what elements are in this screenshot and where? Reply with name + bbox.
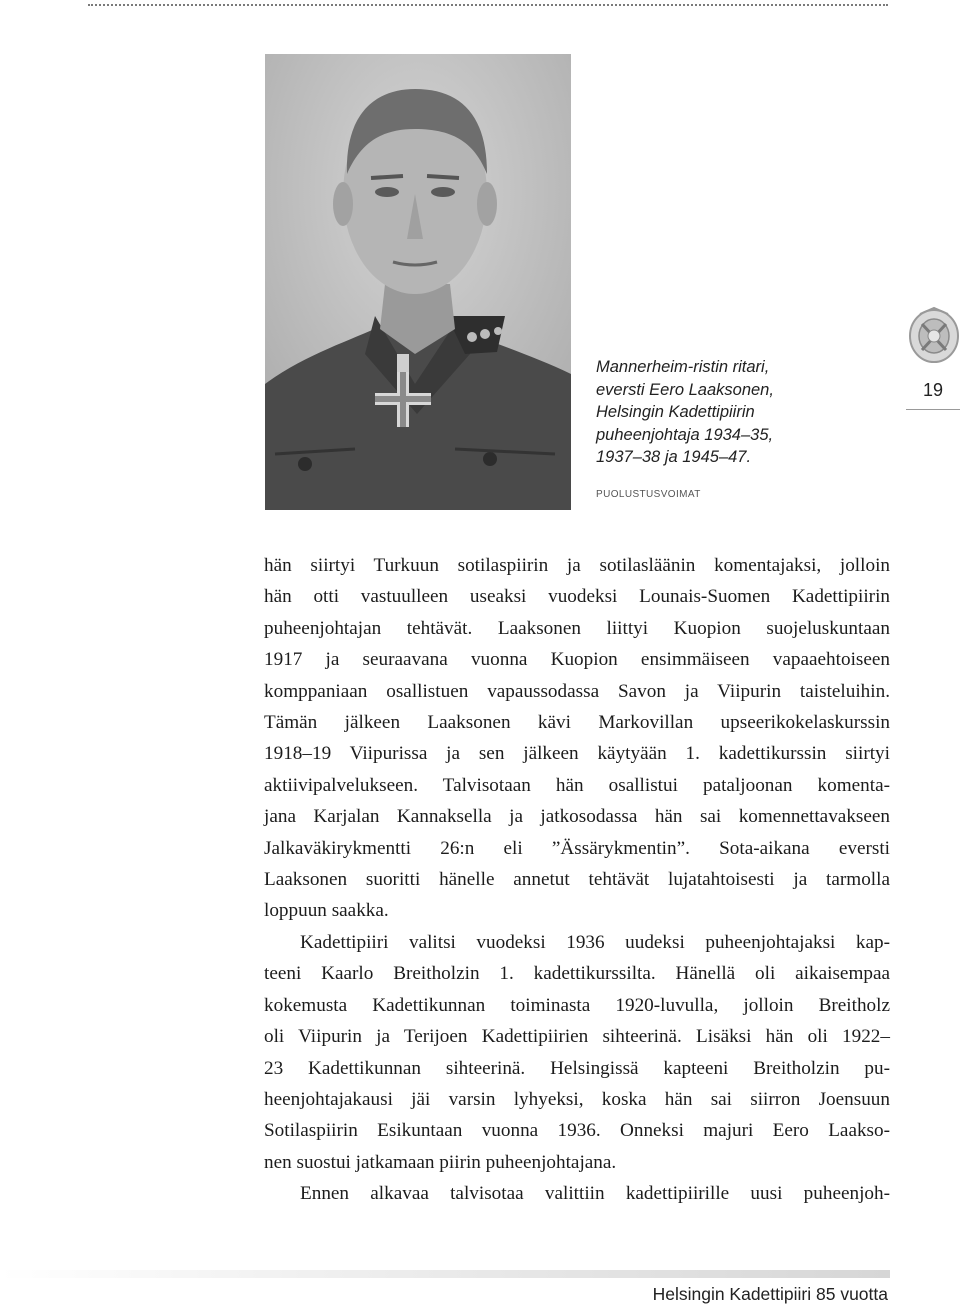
text-line: heenjohtajakausi jäi varsin lyhyeksi, koska hän sai siirron Joensuun	[264, 1088, 890, 1110]
text-line: Tämän jälkeen Laaksonen kävi Markovillan upseerikokelaskurssin	[264, 712, 890, 734]
text-line: komppaniaan osallistuen vapaussodassa Savon ja Viipurin taisteluihin.	[264, 680, 890, 702]
body-text	[264, 550, 890, 1210]
caption-line: Helsingin Kadettipiirin	[596, 403, 755, 421]
text-line: puheenjohtajan tehtävät. Laaksonen liittyi Kuopion suojeluskuntaan	[264, 617, 890, 639]
text-line: jana Karjalan Kannaksella ja jatkosodassa hän sai komennettavakseen	[264, 806, 890, 828]
text-line: Ennen alkavaa talvisotaa valittiin kadettipiirille uusi puheenjoh-	[300, 1183, 890, 1205]
page-number: 19	[922, 380, 944, 400]
text-line: Kadettipiiri valitsi vuodeksi 1936 uudeksi puheenjohtajaksi kap-	[300, 931, 890, 953]
text-line: teeni Kaarlo Breitholzin 1. kadettikurssilta. Hänellä oli aikaisempaa	[264, 963, 890, 985]
text-line: aktiivipalvelukseen. Talvisotaan hän osallistui pataljoonan komenta-	[264, 774, 890, 796]
footer-title: Helsingin Kadettipiiri 85 vuotta	[652, 1284, 888, 1304]
footer-bar	[0, 1270, 890, 1278]
caption-line: 1937–38 ja 1945–47.	[596, 448, 752, 466]
text-line: hän siirtyi Turkuun sotilaspiirin ja sotilasläänin komentajaksi, jolloin	[264, 555, 890, 576]
text-line: nen suostui jatkamaan piirin puheenjohtajana.	[264, 1151, 617, 1173]
text-line: oli Viipurin ja Terijoen Kadettipiirien sihteerinä. Lisäksi hän oli 1922–	[264, 1026, 890, 1048]
caption-line: puheenjohtaja 1934–35,	[596, 425, 774, 444]
page-number-rule	[906, 409, 960, 410]
text-line: kokemusta Kadettikunnan toiminasta 1920-luvulla, jolloin Breitholz	[264, 994, 890, 1016]
text-line: Jalkaväkirykmentti 26:n eli ”Ässärykmentin”. Sota-aikana eversti	[264, 837, 890, 859]
text-line: hän otti vastuulleen useaksi vuodeksi Lounais-Suomen Kadettipiirin	[264, 586, 890, 608]
caption-line: eversti Eero Laaksonen,	[596, 380, 774, 399]
text-line: Sotilaspiirin Esikuntaan vuonna 1936. Onneksi majuri Eero Laakso-	[264, 1120, 890, 1142]
paragraph-1	[264, 550, 890, 927]
top-dotted-rule	[88, 4, 888, 6]
section-label: PUOLUSTUSVOIMAT	[596, 489, 701, 500]
text-line: 1917 ja seuraavana vuonna Kuopion ensimmäiseen vapaaehtoiseen	[264, 649, 890, 671]
text-line: loppuun saakka.	[264, 900, 389, 922]
portrait-photo	[265, 54, 571, 510]
cadet-emblem-icon	[906, 306, 960, 366]
paragraph-2	[264, 927, 890, 1178]
text-line: 1918–19 Viipurissa ja sen jälkeen käytyään 1. kadettikurssin siirtyi	[264, 743, 890, 765]
paragraph-3	[264, 1178, 890, 1209]
text-line: 23 Kadettikunnan sihteerinä. Helsingissä kapteeni Breitholzin pu-	[264, 1057, 890, 1079]
caption-line: Mannerheim-ristin ritari,	[596, 358, 770, 376]
text-line: Laaksonen suoritti hänelle annetut tehtävät lujatahtoisesti ja tarmolla	[264, 869, 890, 891]
photo-caption	[596, 356, 836, 469]
portrait-illustration	[265, 54, 571, 510]
